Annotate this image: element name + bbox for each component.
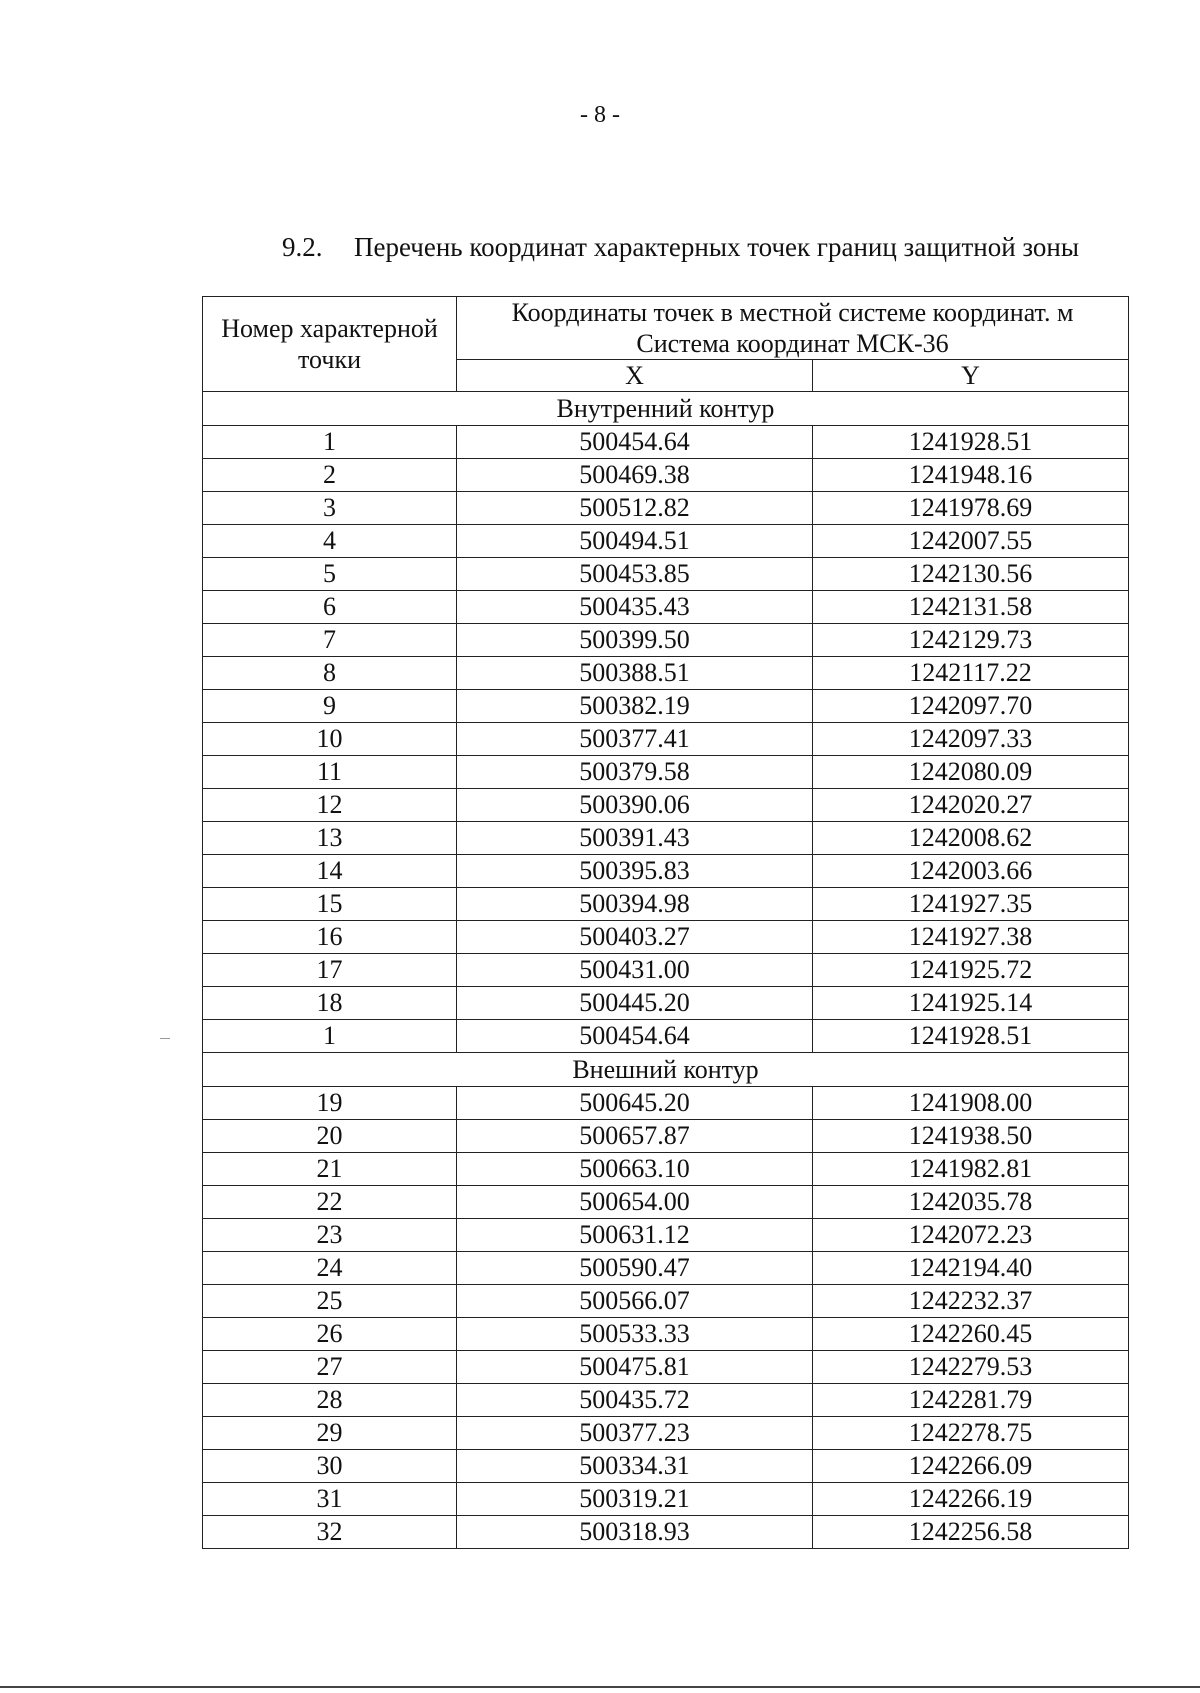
section-row — [203, 392, 1129, 426]
x-coordinate-cell: 500319.21 — [457, 1483, 813, 1516]
table-row — [203, 1384, 1129, 1417]
point-number-cell: 15 — [203, 888, 457, 921]
table-row — [203, 1186, 1129, 1219]
table-row — [203, 426, 1129, 459]
y-coordinate-cell: 1241925.14 — [813, 987, 1129, 1020]
scan-speck — [160, 1038, 170, 1039]
x-coordinate-cell: 500645.20 — [457, 1087, 813, 1120]
y-coordinate-cell: 1242266.09 — [813, 1450, 1129, 1483]
point-number-cell: 24 — [203, 1252, 457, 1285]
table-row — [203, 624, 1129, 657]
y-coordinate-cell: 1242194.40 — [813, 1252, 1129, 1285]
x-coordinate-cell: 500391.43 — [457, 822, 813, 855]
table-row — [203, 558, 1129, 591]
point-number-cell: 18 — [203, 987, 457, 1020]
y-coordinate-cell: 1242260.45 — [813, 1318, 1129, 1351]
x-coordinate-cell: 500533.33 — [457, 1318, 813, 1351]
y-coordinate-cell: 1241928.51 — [813, 426, 1129, 459]
x-coordinate-cell: 500390.06 — [457, 789, 813, 822]
table-row — [203, 657, 1129, 690]
table-row — [203, 1417, 1129, 1450]
point-number-cell: 21 — [203, 1153, 457, 1186]
y-coordinate-cell: 1241982.81 — [813, 1153, 1129, 1186]
table-row — [203, 822, 1129, 855]
x-coordinate-cell: 500494.51 — [457, 525, 813, 558]
table-header — [203, 297, 1129, 392]
y-coordinate-cell: 1242080.09 — [813, 756, 1129, 789]
y-coordinate-cell: 1241927.35 — [813, 888, 1129, 921]
y-coordinate-cell: 1241978.69 — [813, 492, 1129, 525]
coordinates-table-container — [202, 296, 1128, 1549]
point-number-cell: 28 — [203, 1384, 457, 1417]
point-number-cell: 12 — [203, 789, 457, 822]
x-coordinate-cell: 500403.27 — [457, 921, 813, 954]
y-column-header: Y — [813, 360, 1129, 392]
table-row — [203, 1483, 1129, 1516]
y-coordinate-cell: 1242020.27 — [813, 789, 1129, 822]
section-title: Перечень координат характерных точек границ защитной зоны — [354, 232, 1079, 262]
point-number-cell: 2 — [203, 459, 457, 492]
y-coordinate-cell: 1241908.00 — [813, 1087, 1129, 1120]
point-number-cell: 3 — [203, 492, 457, 525]
point-number-cell: 14 — [203, 855, 457, 888]
table-row — [203, 591, 1129, 624]
x-coordinate-cell: 500399.50 — [457, 624, 813, 657]
x-coordinate-cell: 500431.00 — [457, 954, 813, 987]
point-number-cell: 27 — [203, 1351, 457, 1384]
x-coordinate-cell: 500590.47 — [457, 1252, 813, 1285]
y-coordinate-cell: 1242003.66 — [813, 855, 1129, 888]
page-number: - 8 - — [580, 102, 620, 128]
scan-edge-line — [0, 1686, 1200, 1688]
x-coordinate-cell: 500382.19 — [457, 690, 813, 723]
x-coordinate-cell: 500469.38 — [457, 459, 813, 492]
table-row — [203, 987, 1129, 1020]
point-number-cell: 7 — [203, 624, 457, 657]
y-coordinate-cell: 1242279.53 — [813, 1351, 1129, 1384]
table-row — [203, 954, 1129, 987]
x-coordinate-cell: 500566.07 — [457, 1285, 813, 1318]
point-number-cell: 32 — [203, 1516, 457, 1549]
x-coordinate-cell: 500475.81 — [457, 1351, 813, 1384]
table-row — [203, 1020, 1129, 1053]
table-row — [203, 1318, 1129, 1351]
point-number-cell: 1 — [203, 426, 457, 459]
y-coordinate-cell: 1241927.38 — [813, 921, 1129, 954]
point-number-header: Номер характерной точки — [203, 297, 457, 392]
table-row — [203, 855, 1129, 888]
table-row — [203, 1153, 1129, 1186]
point-number-cell: 22 — [203, 1186, 457, 1219]
x-coordinate-cell: 500388.51 — [457, 657, 813, 690]
y-coordinate-cell: 1241925.72 — [813, 954, 1129, 987]
table-row — [203, 459, 1129, 492]
point-number-cell: 8 — [203, 657, 457, 690]
y-coordinate-cell: 1242130.56 — [813, 558, 1129, 591]
x-coordinate-cell: 500394.98 — [457, 888, 813, 921]
table-body — [203, 392, 1129, 1549]
x-coordinate-cell: 500512.82 — [457, 492, 813, 525]
table-row — [203, 921, 1129, 954]
y-coordinate-cell: 1242117.22 — [813, 657, 1129, 690]
point-number-cell: 19 — [203, 1087, 457, 1120]
table-row — [203, 1252, 1129, 1285]
table-row — [203, 1450, 1129, 1483]
point-number-cell: 30 — [203, 1450, 457, 1483]
x-coordinate-cell: 500395.83 — [457, 855, 813, 888]
point-number-cell: 4 — [203, 525, 457, 558]
point-number-cell: 13 — [203, 822, 457, 855]
y-coordinate-cell: 1242097.33 — [813, 723, 1129, 756]
table-row — [203, 1087, 1129, 1120]
y-coordinate-cell: 1242129.73 — [813, 624, 1129, 657]
section-title-cell: Внешний контур — [203, 1053, 1129, 1087]
y-coordinate-cell: 1242035.78 — [813, 1186, 1129, 1219]
table-row — [203, 1516, 1129, 1549]
point-number-cell: 25 — [203, 1285, 457, 1318]
point-number-cell: 9 — [203, 690, 457, 723]
y-coordinate-cell: 1242072.23 — [813, 1219, 1129, 1252]
y-coordinate-cell: 1242278.75 — [813, 1417, 1129, 1450]
point-number-cell: 29 — [203, 1417, 457, 1450]
x-coordinate-cell: 500657.87 — [457, 1120, 813, 1153]
section-heading — [282, 232, 1079, 263]
table-row — [203, 1120, 1129, 1153]
coordinates-header — [457, 297, 1129, 360]
point-number-cell: 31 — [203, 1483, 457, 1516]
y-coordinate-cell: 1242007.55 — [813, 525, 1129, 558]
y-coordinate-cell: 1242232.37 — [813, 1285, 1129, 1318]
y-coordinate-cell: 1242097.70 — [813, 690, 1129, 723]
y-coordinate-cell: 1241928.51 — [813, 1020, 1129, 1053]
table-row — [203, 1285, 1129, 1318]
section-title-cell: Внутренний контур — [203, 392, 1129, 426]
table-row — [203, 888, 1129, 921]
table-row — [203, 756, 1129, 789]
x-coordinate-cell: 500454.64 — [457, 1020, 813, 1053]
point-number-cell: 5 — [203, 558, 457, 591]
x-coordinate-cell: 500435.43 — [457, 591, 813, 624]
y-coordinate-cell: 1242131.58 — [813, 591, 1129, 624]
section-row — [203, 1053, 1129, 1087]
x-coordinate-cell: 500445.20 — [457, 987, 813, 1020]
x-coordinate-cell: 500654.00 — [457, 1186, 813, 1219]
table-row — [203, 525, 1129, 558]
x-coordinate-cell: 500377.23 — [457, 1417, 813, 1450]
coordinates-header-line2: Система координат МСК-36 — [636, 329, 949, 358]
x-column-header: X — [457, 360, 813, 392]
y-coordinate-cell: 1241938.50 — [813, 1120, 1129, 1153]
table-row — [203, 723, 1129, 756]
x-coordinate-cell: 500377.41 — [457, 723, 813, 756]
point-number-cell: 11 — [203, 756, 457, 789]
x-coordinate-cell: 500454.64 — [457, 426, 813, 459]
x-coordinate-cell: 500435.72 — [457, 1384, 813, 1417]
table-row — [203, 690, 1129, 723]
x-coordinate-cell: 500334.31 — [457, 1450, 813, 1483]
point-number-cell: 20 — [203, 1120, 457, 1153]
coordinates-table — [202, 296, 1129, 1549]
x-coordinate-cell: 500453.85 — [457, 558, 813, 591]
y-coordinate-cell: 1242256.58 — [813, 1516, 1129, 1549]
y-coordinate-cell: 1242008.62 — [813, 822, 1129, 855]
table-row — [203, 1219, 1129, 1252]
y-coordinate-cell: 1242281.79 — [813, 1384, 1129, 1417]
point-number-cell: 10 — [203, 723, 457, 756]
point-number-cell: 16 — [203, 921, 457, 954]
section-number: 9.2. — [282, 232, 323, 262]
table-row — [203, 492, 1129, 525]
point-number-cell: 1 — [203, 1020, 457, 1053]
x-coordinate-cell: 500663.10 — [457, 1153, 813, 1186]
point-number-cell: 17 — [203, 954, 457, 987]
point-number-cell: 23 — [203, 1219, 457, 1252]
point-number-cell: 26 — [203, 1318, 457, 1351]
coordinates-header-line1: Координаты точек в местной системе координат. м — [511, 298, 1074, 327]
x-coordinate-cell: 500379.58 — [457, 756, 813, 789]
x-coordinate-cell: 500318.93 — [457, 1516, 813, 1549]
point-number-cell: 6 — [203, 591, 457, 624]
y-coordinate-cell: 1242266.19 — [813, 1483, 1129, 1516]
table-row — [203, 789, 1129, 822]
x-coordinate-cell: 500631.12 — [457, 1219, 813, 1252]
y-coordinate-cell: 1241948.16 — [813, 459, 1129, 492]
table-row — [203, 1351, 1129, 1384]
